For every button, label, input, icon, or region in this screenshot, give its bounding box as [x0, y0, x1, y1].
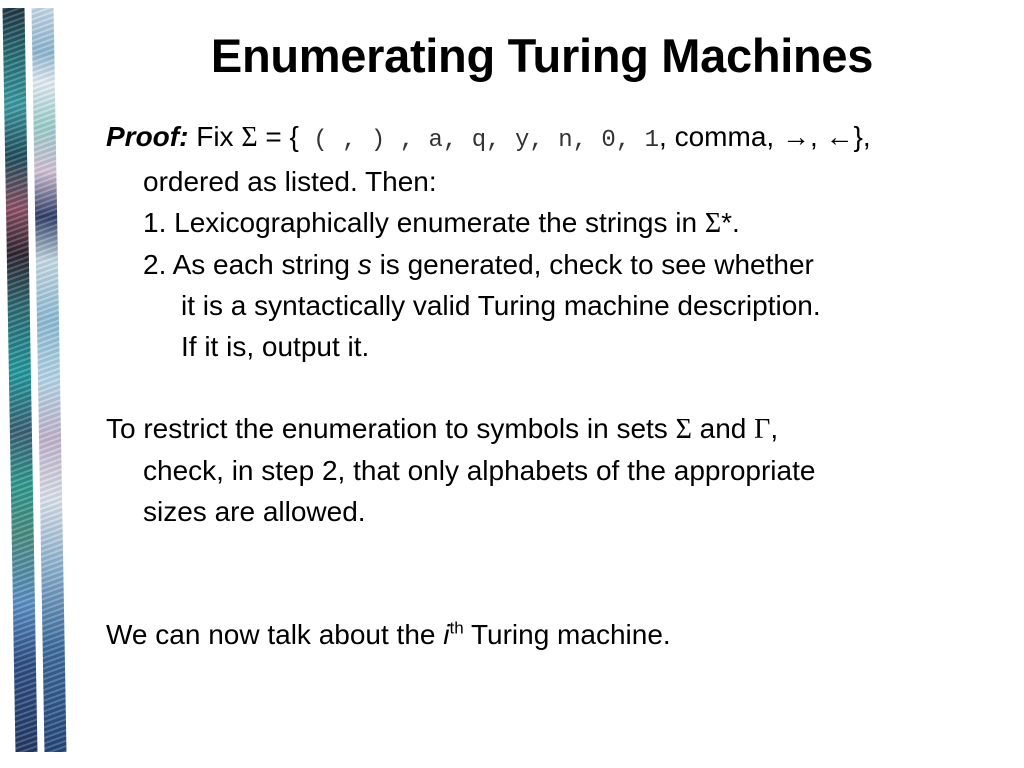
decorative-strip-right	[32, 8, 67, 752]
step-2-line-3: If it is, output it.	[181, 331, 370, 362]
restrict-line-1: To restrict the enumeration to symbols in sets Σ and Γ,	[106, 413, 779, 445]
proof-line-2: ordered as listed. Then:	[143, 166, 437, 197]
conclusion-line: We can now talk about the $i^{th}$ Turing machine.	[106, 618, 671, 650]
slide-body	[106, 116, 996, 655]
right-arrow-symbol: →	[781, 122, 810, 153]
step-1: 1. Lexicographically enumerate the strings in Σ*.	[143, 207, 740, 239]
step-2: 2. As each string s is generated, check to see whether	[143, 249, 814, 280]
decorative-strip-left	[3, 8, 38, 752]
proof-line-1: Proof: Fix Σ = { ( , ) , a, q, y, n, 0, 1, comma, →, ←},	[106, 121, 871, 154]
left-arrow-symbol: ←	[825, 122, 854, 153]
sigma-symbol: Σ	[241, 122, 258, 153]
restrict-line-3: sizes are allowed.	[143, 496, 366, 527]
proof-label: Proof:	[106, 121, 189, 152]
symbol-list: ( , ) , a, q, y, n, 0, 1	[298, 127, 660, 154]
slide-title: Enumerating Turing Machines	[210, 29, 874, 82]
restrict-line-2: check, in step 2, that only alphabets of the appropriate	[143, 455, 816, 486]
step-2-line-2: it is a syntactically valid Turing machine description.	[181, 290, 821, 321]
